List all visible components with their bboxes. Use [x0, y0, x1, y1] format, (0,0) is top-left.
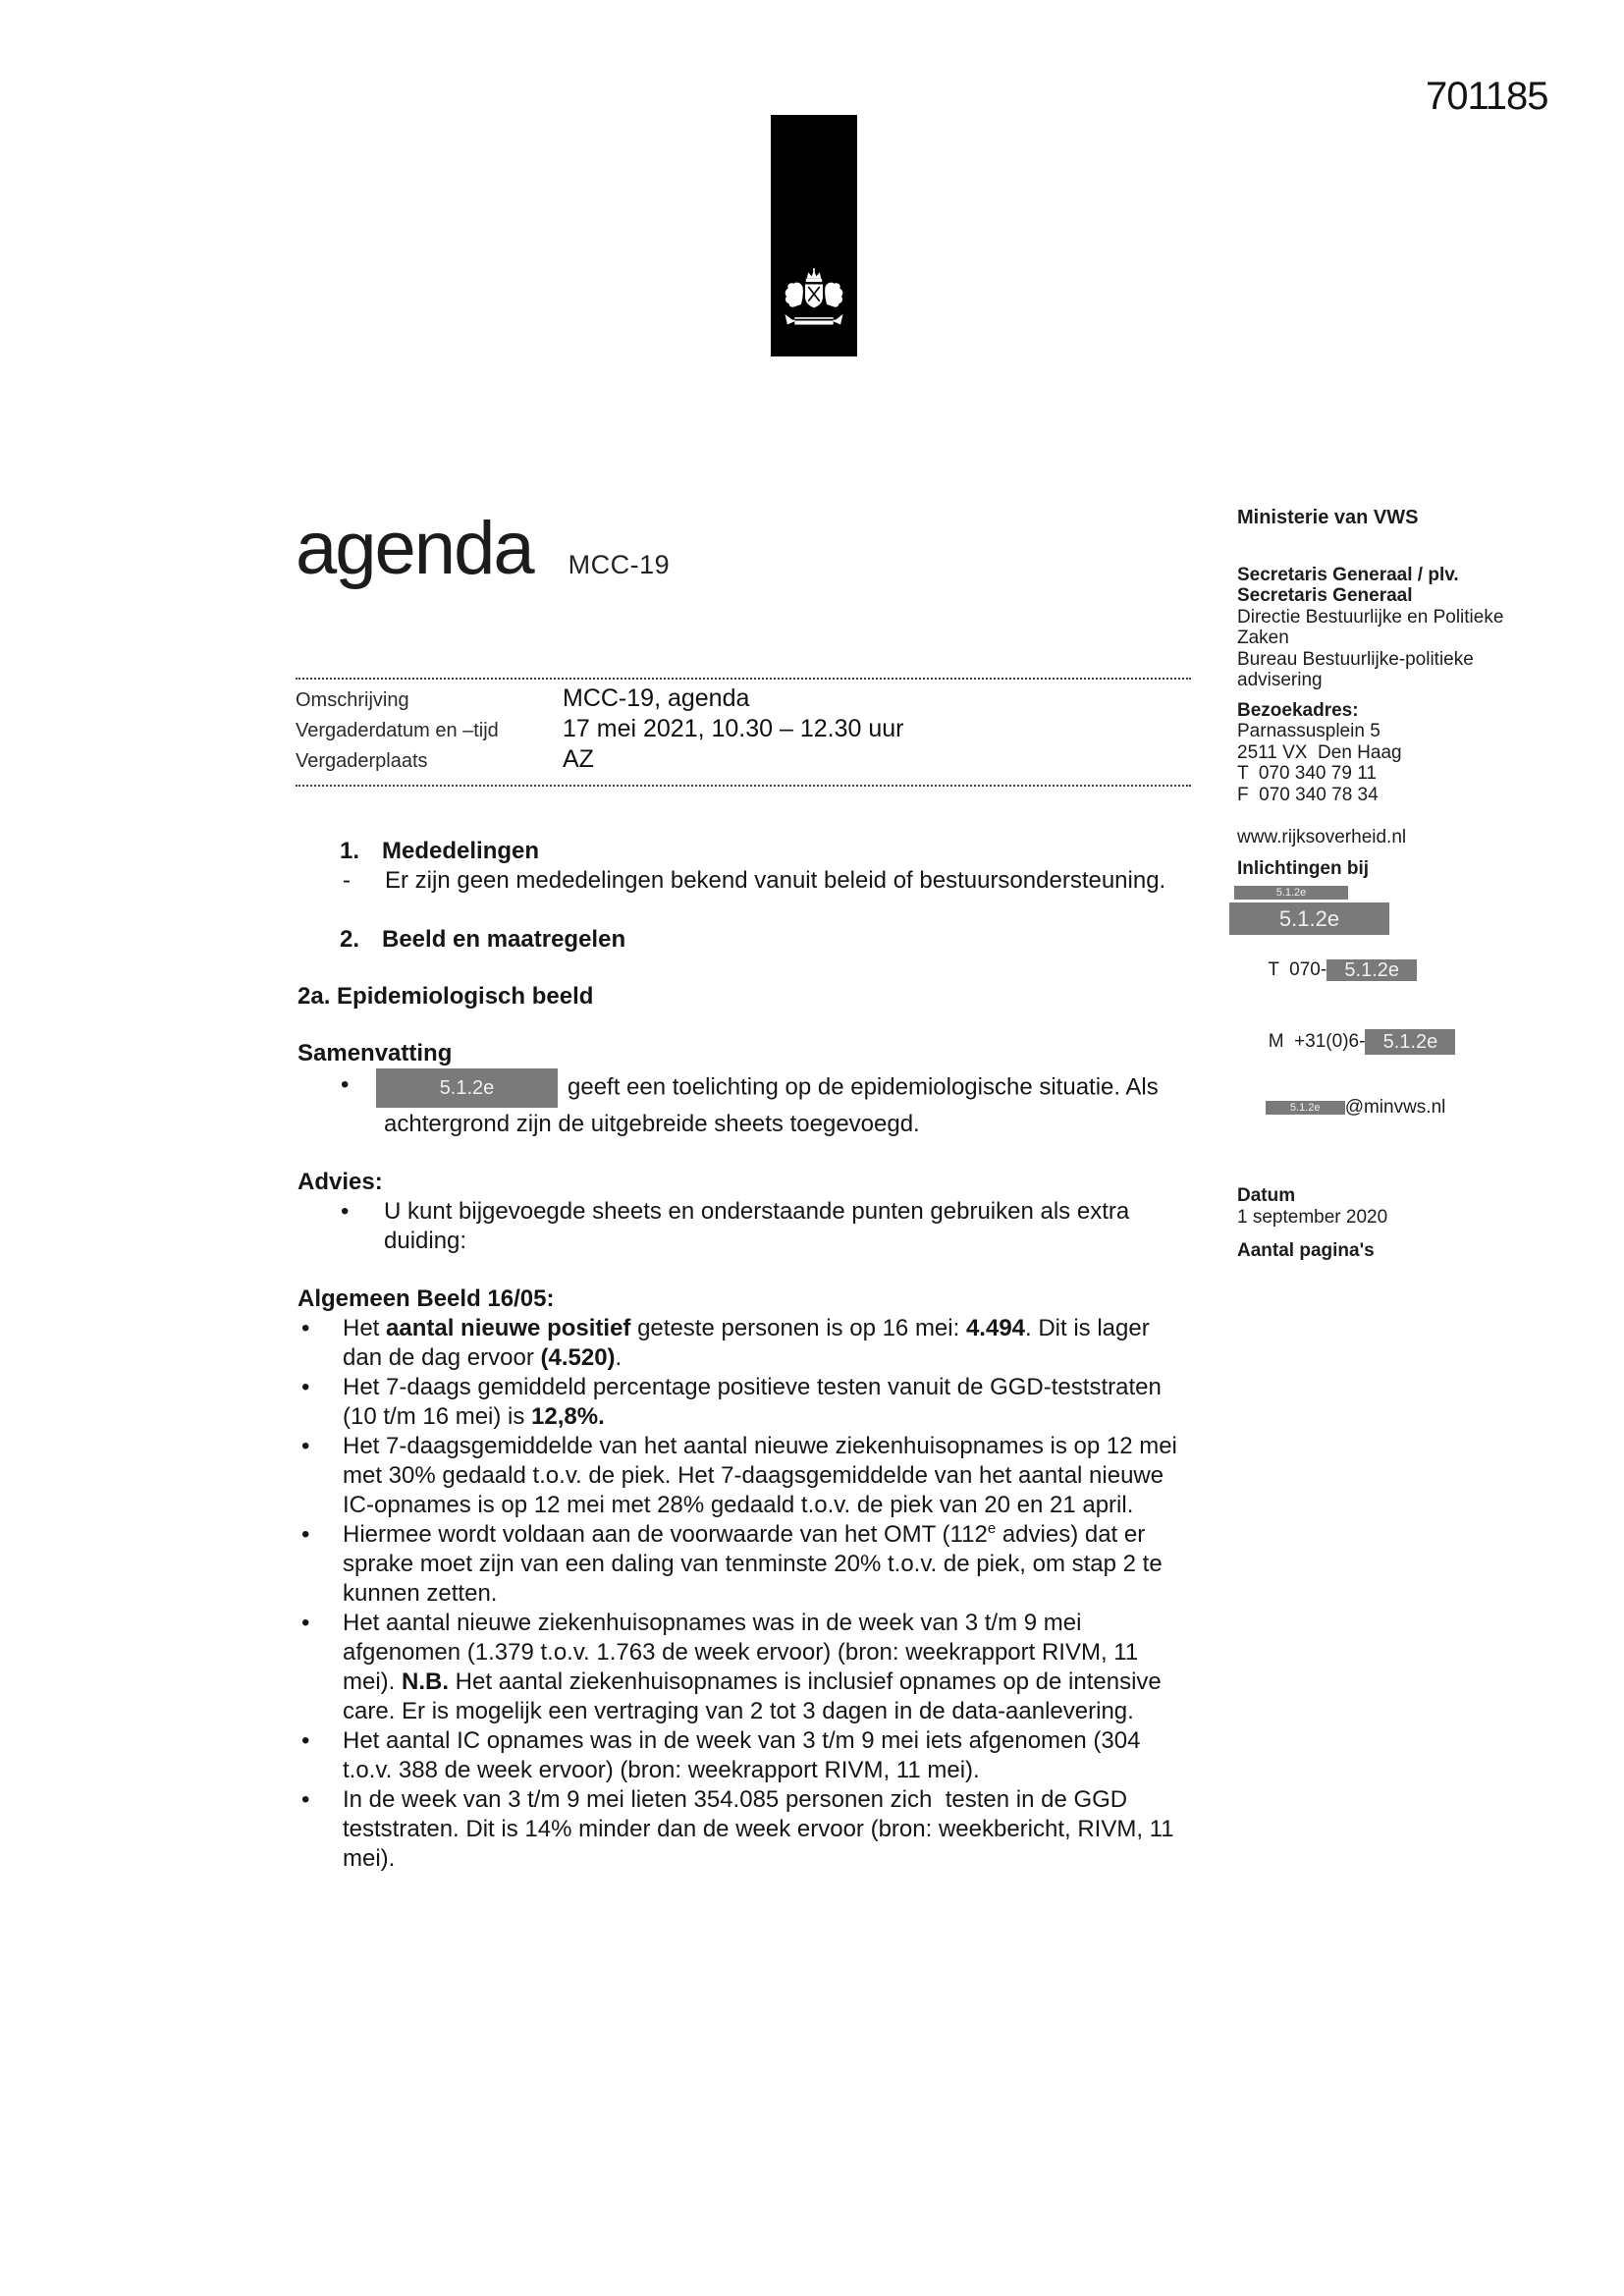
sidebar [1237, 508, 1543, 1262]
inquiries-heading: Inlichtingen bij [1237, 857, 1370, 879]
bullet-marker: • [341, 1198, 350, 1225]
section-number: 1. [340, 838, 360, 864]
redaction-box: 5.1.2e [1266, 1101, 1345, 1115]
meta-label: Vergaderdatum en –tijd [296, 720, 499, 741]
redaction-row [1237, 902, 1543, 935]
bullet-marker: • [301, 1374, 310, 1400]
meta-value: AZ [563, 745, 594, 773]
website-url: www.rijksoverheid.nl [1237, 827, 1407, 847]
page-title: agenda [296, 507, 533, 590]
bullet-marker: • [301, 1521, 310, 1548]
samenvatting-bullet: • 5.1.2e geeft een toelichting op de epidemiologische situatie. Als achtergrond zijn de uitgebreide sheets toegevoegd. [298, 1068, 1193, 1141]
phone-prefix: T 070- [1268, 959, 1327, 980]
phone-line [1237, 935, 1543, 1006]
email-line [1237, 1078, 1543, 1137]
date-block [1237, 1185, 1543, 1228]
meta-value: 17 mei 2021, 10.30 – 12.30 uur [563, 715, 904, 742]
section-2a-heading: 2a. Epidemiologisch beeld [298, 983, 594, 1010]
bullet-marker: • [301, 1315, 310, 1341]
section-number: 2. [340, 926, 360, 953]
date-value: 1 september 2020 [1237, 1206, 1388, 1228]
rijksoverheid-logo [771, 115, 857, 356]
pages-heading: Aantal pagina's [1237, 1240, 1375, 1261]
bullet-marker: • [301, 1610, 310, 1636]
org-unit: Secretaris Generaal / plv. Secretaris Generaal Directie Bestuurlijke en Politieke Zaken Bureau Bestuurlijke-politieke advisering [1237, 564, 1504, 690]
meta-row [296, 715, 1191, 745]
list-item: • Het aantal nieuwe ziekenhuisopnames was in de week van 3 t/m 9 mei afgenomen (1.379 t.o.v. 1.763 de week ervoor) (bron: weekrapport RIVM, 11 mei). N.B. Het aantal ziekenhuisopnames is inclusief opnames op de intensive care. Er is mogelijk een vertraging van 2 tot 3 dagen in de data-aanlevering. [301, 1610, 1168, 1724]
algemeen-heading: Algemeen Beeld 16/05: [298, 1285, 555, 1312]
mobile-line [1237, 1006, 1543, 1078]
meta-label: Vergaderplaats [296, 750, 428, 772]
mobile-prefix: M +31(0)6- [1268, 1031, 1366, 1053]
ministry-name: Ministerie van VWS [1237, 507, 1419, 528]
advies-bullet: • U kunt bijgevoegde sheets en onderstaande punten gebruiken als extra duiding: [341, 1198, 1136, 1254]
coat-of-arms-icon [774, 268, 854, 337]
meta-row [296, 745, 1191, 776]
meta-table [296, 678, 1191, 787]
redaction-row [1237, 886, 1543, 900]
bullet-marker: • [341, 1071, 350, 1098]
list-item: • Hiermee wordt voldaan aan de voorwaarde van het OMT (112e advies) dat er sprake moet zijn van een daling van tenminste 20% t.o.v. de piek, om stap 2 te kunnen zetten. [301, 1520, 1169, 1607]
document-number: 701185 [1426, 75, 1548, 118]
redaction-box: 5.1.2e [1365, 1029, 1455, 1055]
redaction-box: 5.1.2e [376, 1068, 558, 1108]
algemeen-list [298, 1314, 1193, 1874]
meta-label: Omschrijving [296, 689, 409, 711]
section-1-heading [298, 837, 1193, 866]
list-item: • Het 7-daags gemiddeld percentage positieve testen vanuit de GGD-teststraten (10 t/m 16 mei) is 12,8%. [301, 1374, 1168, 1430]
samenvatting-heading: Samenvatting [298, 1040, 453, 1066]
bullet-marker: • [301, 1433, 310, 1459]
section-title: Mededelingen [382, 838, 540, 864]
redaction-box: 5.1.2e [1234, 886, 1348, 900]
visit-address: Bezoekadres: Parnassusplein 5 2511 VX Den Haag T 070 340 79 11 F 070 340 78 34 [1237, 700, 1543, 806]
visit-address-label: Bezoekadres: [1237, 699, 1359, 721]
section-1-item: - Er zijn geen mededelingen bekend vanuit beleid of bestuursondersteuning. [343, 867, 1166, 894]
page-subtitle: MCC-19 [568, 550, 671, 579]
section-2-heading [298, 925, 1193, 955]
meta-value: MCC-19, agenda [563, 684, 750, 712]
list-item: • In de week van 3 t/m 9 mei lieten 354.085 personen zich testen in de GGD teststraten. Dit is 14% minder dan de week ervoor (bron: weekbericht, RIVM, 11 mei). [301, 1786, 1181, 1872]
email-suffix: @minvws.nl [1344, 1097, 1446, 1118]
title-block [296, 507, 671, 590]
list-item: • Het aantal nieuwe positief geteste personen is op 16 mei: 4.494. Dit is lager dan de dag ervoor (4.520). [301, 1315, 1157, 1371]
dash-marker: - [343, 867, 351, 894]
main-content [298, 837, 1193, 1874]
list-item: • Het aantal IC opnames was in de week van 3 t/m 9 mei iets afgenomen (304 t.o.v. 388 de week ervoor) (bron: weekrapport RIVM, 11 mei). [301, 1727, 1148, 1783]
list-item: • Het 7-daagsgemiddelde van het aantal nieuwe ziekenhuisopnames is op 12 mei met 30% gedaald t.o.v. de piek. Het 7-daagsgemiddelde van het aantal nieuwe IC-opnames is op 12 mei met 28% gedaald t.o.v. de piek van 20 en 21 april. [301, 1433, 1184, 1518]
redaction-box: 5.1.2e [1326, 959, 1417, 981]
bullet-marker: • [301, 1786, 310, 1813]
date-heading: Datum [1237, 1185, 1296, 1206]
redaction-box: 5.1.2e [1229, 902, 1389, 935]
bullet-marker: • [301, 1727, 310, 1754]
advies-heading: Advies: [298, 1169, 383, 1195]
meta-row [296, 684, 1191, 715]
section-title: Beeld en maatregelen [382, 926, 626, 953]
